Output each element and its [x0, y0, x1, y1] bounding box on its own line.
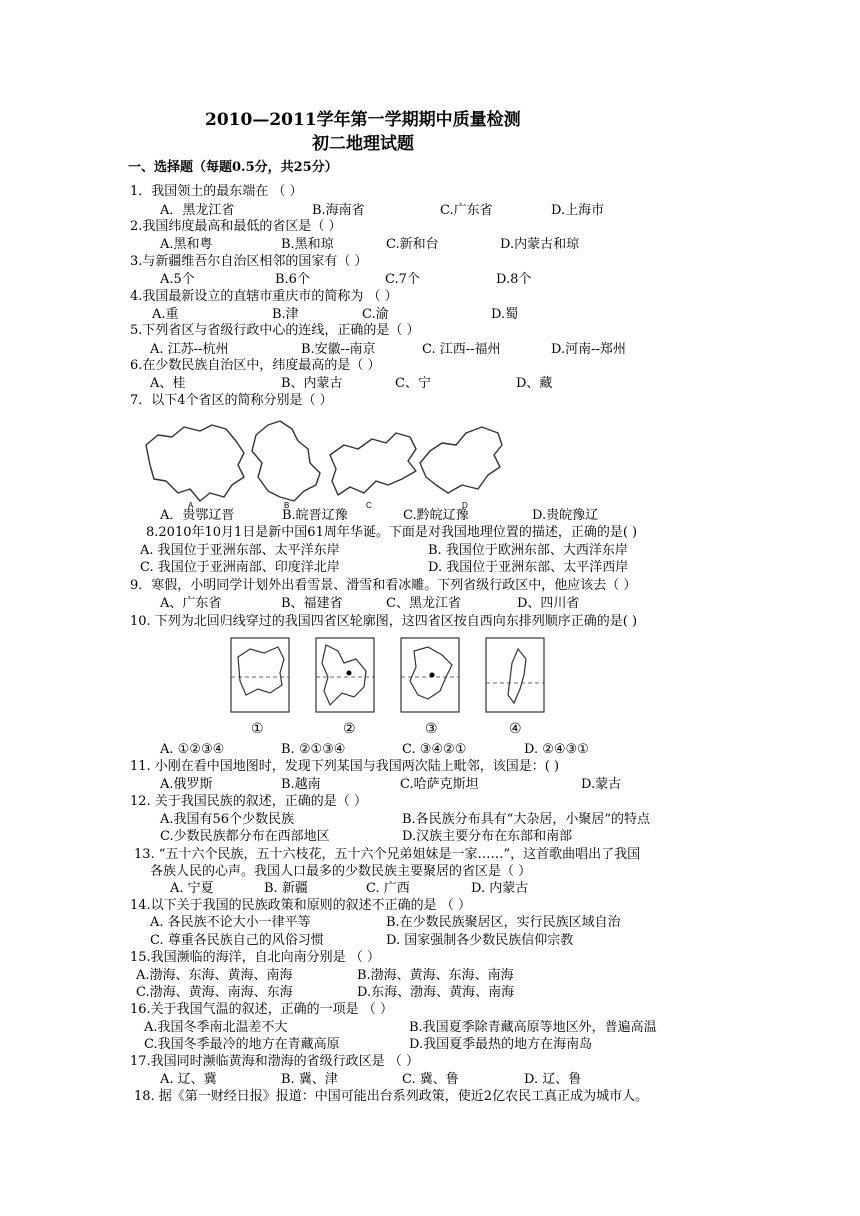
option: A.我国有56个少数民族 [160, 812, 295, 827]
option: D.内蒙古和琼 [500, 237, 580, 252]
figure-label: ② [343, 721, 356, 737]
question-stem: 15.我国濒临的海洋，自北向南分别是 （ ） [130, 950, 380, 965]
city-marker [430, 673, 435, 678]
question-stem: 9．寒假，小明同学计划外出看雪景、滑雪和看冰雕。下列省级行政区中，他应该去（ ） [130, 578, 637, 593]
question-stem: 4.我国最新设立的直辖市重庆市的简称为 （ ） [130, 289, 398, 304]
tropic-provinces-figure [230, 637, 550, 717]
option: C.新和台 [386, 237, 439, 252]
option: B.海南省 [312, 203, 365, 218]
question-stem: 8.2010年10月1日是新中国61周年华诞。下面是对我国地理位置的描述，正确的是( ) [146, 525, 638, 540]
option: B. 我国位于欧洲东部、大西洋东岸 [428, 543, 628, 558]
outline-b [252, 421, 320, 501]
option: A．贵鄂辽晋 [160, 508, 235, 523]
option: C. 广西 [366, 881, 410, 896]
option: A. 宁夏 [170, 881, 214, 896]
option: A.重 [152, 307, 179, 322]
option: A.俄罗斯 [160, 777, 213, 792]
option: A. 各民族不论大小一律平等 [150, 915, 311, 930]
city-marker [347, 671, 352, 676]
question-stem: 7．以下4个省区的简称分别是（ ） [130, 393, 333, 408]
option: B、内蒙古 [281, 376, 343, 391]
option: B.在少数民族聚居区，实行民族区域自治 [386, 915, 621, 930]
question-stem: 13. “五十六个民族，五十六枝花，五十六个兄弟姐妹是一家……”，这首歌曲唱出了我国 [134, 847, 641, 862]
option: D.贵皖豫辽 [532, 508, 599, 523]
option: B.我国夏季除青藏高原等地区外，普遍高温 [409, 1020, 657, 1035]
option: D. 国家强制各少数民族信仰宗教 [386, 933, 574, 948]
option: A. ①②③④ [160, 742, 225, 757]
option: D.8个 [496, 272, 532, 287]
figure-label: D [462, 501, 468, 510]
option: B. ②①③④ [281, 742, 346, 757]
option: A、广东省 [160, 596, 222, 611]
question-stem: 5.下列省区与省级行政中心的连线，正确的是（ ） [130, 323, 420, 338]
section-heading: 一、选择题（每题0.5分，共25分） [128, 160, 338, 175]
figure-label: ③ [425, 721, 438, 737]
option: D.上海市 [551, 203, 605, 218]
option: D.我国夏季最热的地方在海南岛 [409, 1037, 593, 1052]
option: A.5个 [160, 272, 195, 287]
question-stem: 16.关于我国气温的叙述，正确的一项是 （ ） [130, 1002, 393, 1017]
outline-a [146, 425, 244, 501]
question-stem: 6.在少数民族自治区中，纬度最高的是（ ） [130, 358, 381, 373]
question-stem: 10. 下列为北回归线穿过的我国四省区轮廓图，这四省区按自西向东排列顺序正确的是( ) [130, 614, 638, 629]
question-stem: 14.以下关于我国的民族政策和原则的叙述不正确的是 （ ） [130, 898, 471, 913]
province-outlines-figure [140, 415, 510, 510]
option: B.6个 [275, 272, 310, 287]
option: B.越南 [281, 777, 321, 792]
question-stem: 1．我国领土的最东端在 （ ） [130, 184, 303, 199]
option: C.7个 [385, 272, 420, 287]
option: B.皖晋辽豫 [282, 508, 348, 523]
option: C.哈萨克斯坦 [400, 777, 479, 792]
option: C. 我国位于亚洲南部、印度洋北岸 [140, 560, 340, 575]
option: C.少数民族都分布在西部地区 [160, 829, 330, 844]
province-shape-2 [322, 645, 366, 705]
question-stem: 11. 小刚在看中国地图时，发现下列某国与我国两次陆上毗邻，该国是：( ) [130, 759, 560, 774]
figure-label: B [284, 501, 290, 510]
option: C. 江西--福州 [422, 342, 501, 357]
option: D. ②④③① [524, 742, 589, 757]
option: C、黑龙江省 [386, 596, 461, 611]
option: B.安徽--南京 [301, 342, 376, 357]
outline-c [330, 433, 416, 495]
option: D.东海、渤海、黄海、南海 [357, 985, 515, 1000]
option: C. ③④②① [402, 742, 467, 757]
option: D. 我国位于亚洲东部、太平洋西岸 [428, 560, 629, 575]
question-stem-continued: 各族人民的心声。我国人口最多的少数民族主要聚居的省区是（ ） [150, 864, 532, 879]
question-stem: 2.我国纬度最高和最低的省区是（ ） [130, 219, 342, 234]
option: A. 我国位于亚洲东部、太平洋东岸 [140, 543, 340, 558]
exam-title: 2010—2011学年第一学期期中质量检测 [205, 110, 521, 130]
option: C.渝 [362, 307, 389, 322]
option: B、福建省 [281, 596, 343, 611]
figure-label: A [188, 501, 194, 510]
option: C. 尊重各民族自己的风俗习惯 [150, 933, 324, 948]
option: D. 内蒙古 [471, 881, 529, 896]
option: C. 冀、鲁 [402, 1072, 459, 1087]
question-stem: 12. 关于我国民族的叙述，正确的是（ ） [130, 794, 367, 809]
option: C.广东省 [440, 203, 493, 218]
option: B. 新疆 [264, 881, 308, 896]
option: A、桂 [150, 376, 186, 391]
province-shape-1 [238, 647, 284, 695]
option: B.黑和琼 [281, 237, 334, 252]
option: C.黔皖辽豫 [403, 508, 469, 523]
figure-label: ① [251, 721, 264, 737]
option: D.蜀 [491, 307, 519, 322]
option: C.我国冬季最冷的地方在青藏高原 [144, 1037, 340, 1052]
option: C.渤海、黄海、南海、东海 [136, 985, 293, 1000]
option: A.渤海、东海、黄海、南海 [136, 968, 293, 983]
option: D、四川省 [517, 596, 580, 611]
option: D、藏 [516, 376, 553, 391]
figure-label: C [366, 501, 372, 510]
option: B.各民族分布具有“大杂居，小聚居”的特点 [402, 812, 650, 827]
question-stem: 18. 据《第一财经日报》报道：中国可能出台系列政策，使近2亿农民工真正成为城市人。 [134, 1089, 649, 1104]
option: D.河南--郑州 [551, 342, 626, 357]
option: B.津 [272, 307, 299, 322]
option: A. 辽、冀 [160, 1072, 217, 1087]
option: D.汉族主要分布在东部和南部 [402, 829, 573, 844]
option: B. 冀、津 [281, 1072, 338, 1087]
outline-d [420, 427, 502, 493]
figure-label: ④ [509, 721, 522, 737]
option: D. 辽、鲁 [524, 1072, 582, 1087]
option: B.渤海、黄海、东海、南海 [357, 968, 514, 983]
option: D.蒙古 [581, 777, 622, 792]
question-stem: 17.我国同时濒临黄海和渤海的省级行政区是 （ ） [130, 1054, 419, 1069]
question-stem: 3.与新疆维吾尔自治区相邻的国家有（ ） [130, 254, 368, 269]
option: A.我国冬季南北温差不大 [144, 1020, 288, 1035]
option: A. 江苏--杭州 [150, 342, 229, 357]
option: A.黑和粤 [160, 237, 213, 252]
option: C、宁 [395, 376, 431, 391]
option: A．黑龙江省 [160, 203, 235, 218]
exam-subtitle: 初二地理试题 [312, 134, 414, 154]
province-shape-4 [508, 649, 526, 703]
